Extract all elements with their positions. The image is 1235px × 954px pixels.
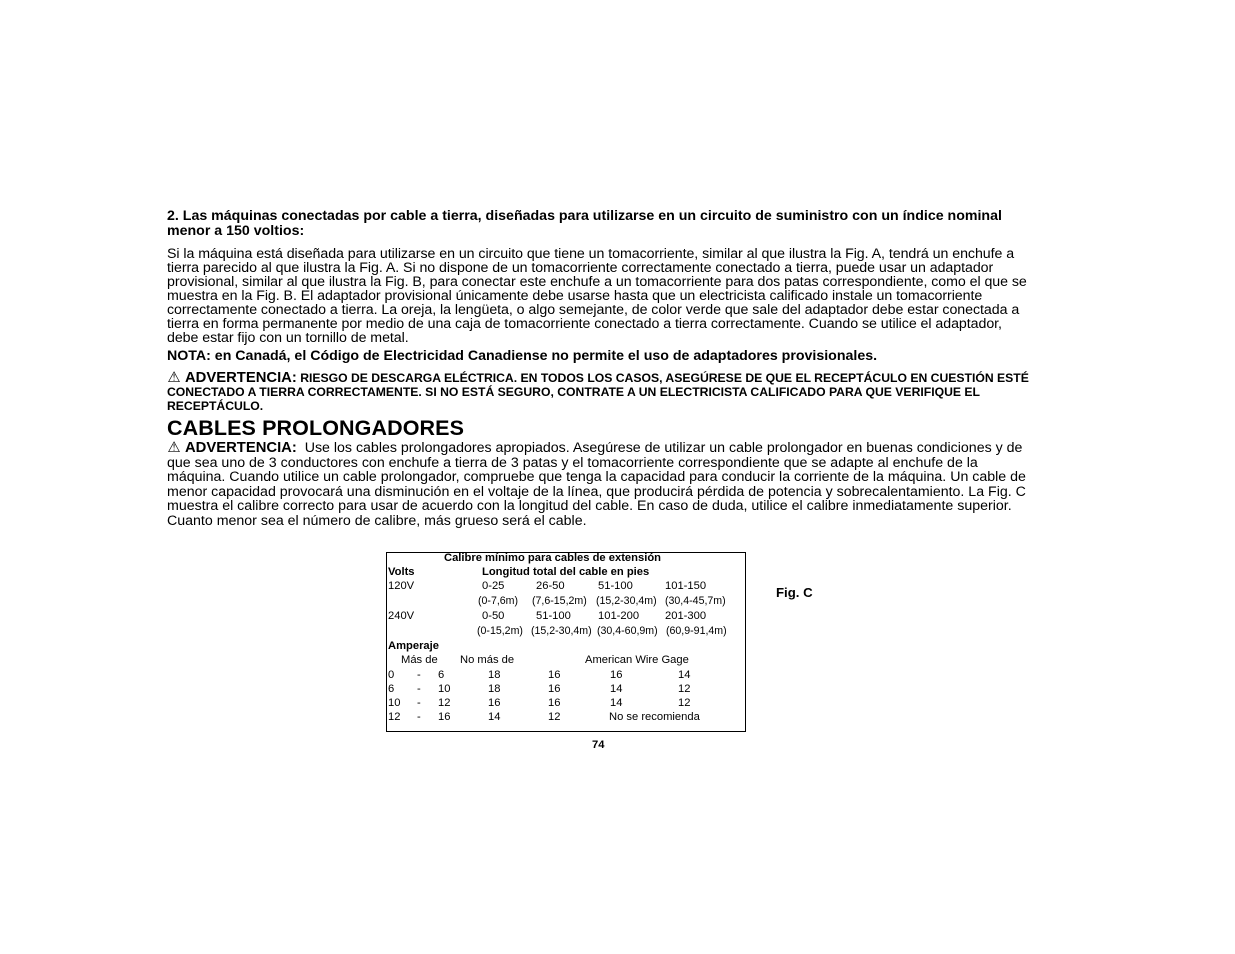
amp-dash: - [417, 711, 421, 723]
gauge-value: 12 [678, 697, 691, 709]
range-ft: 26-50 [536, 580, 565, 592]
gauge-value: 18 [488, 683, 501, 695]
range-m: (60,9-91,4m) [666, 625, 727, 637]
gauge-value: 16 [548, 669, 561, 681]
not-recommended: No se recomienda [609, 711, 700, 723]
section-2-heading: 2. Las máquinas conectadas por cable a tierra, diseñadas para utilizarse en un circuito de suministro con un índice nominal menor a 150 voltios: [167, 208, 1002, 239]
amp-dash: - [417, 697, 421, 709]
range-m: (15,2-30,4m) [531, 625, 592, 637]
range-ft: 51-100 [598, 580, 633, 592]
warning-text: RIESGO DE DESCARGA ELÉCTRICA. EN TODOS LOS CASOS, ASEGÚRESE DE QUE EL RECEPTÁCULO EN CUESTIÓN ESTÉ CONECTADO A TIERRA CORRECTAMENTE. SI NO ESTÁ SEGURO, CONTRATE A UN ELECTRICISTA CALIFICADO PARA QUE VERIFIQUE EL RECEPTÁCULO. [167, 371, 1029, 413]
no-more-than-header: No más de [460, 654, 515, 666]
gauge-value: 14 [610, 697, 623, 709]
gauge-value: 16 [610, 669, 623, 681]
extension-cord-warning [167, 441, 1035, 529]
gauge-value: 14 [678, 669, 691, 681]
more-than-header: Más de [401, 654, 438, 666]
section-2-body: Si la máquina está diseñada para utilizarse en un circuito que tiene un tomacorriente, similar al que ilustra la Fig. A, tendrá un enchufe a tierra parecido al que ilustra la Fig. A. Si no dispone de un tomacorriente correctamente conectado a tierra, puede usar un adaptador provisional, similar al que ilustra la Fig. B, para conectar este enchufe a un tomacorriente para dos patas correspondiente, como el que se muestra en la Fig. B. El adaptador provisional únicamente debe usarse hasta que un electricista calificado instale un tomacorriente correctamente conectado a tierra. La oreja, la lengüeta, o algo semejante, de color verde que sale del adaptador debe estar conectada a tierra en forma permanente por medio de una caja de tomacorriente conectado a tierra correctamente. Cuando se utilice el adaptador, debe estar fijo con un tornillo de metal. [167, 246, 1027, 346]
range-m: (0-7,6m) [478, 595, 519, 607]
range-ft: 201-300 [665, 610, 707, 622]
table-title: Calibre mínimo para cables de extensión [444, 552, 661, 564]
amp-from: 12 [388, 711, 401, 723]
range-ft: 0-50 [482, 610, 505, 622]
amp-to: 6 [438, 669, 445, 681]
range-ft: 0-25 [482, 580, 505, 592]
voltage-240-label: 240V [388, 610, 415, 622]
main-content [167, 209, 1035, 529]
gauge-table [386, 552, 746, 732]
gauge-value: 14 [488, 711, 501, 723]
range-ft: 101-150 [665, 580, 707, 592]
amperage-header: Amperaje [388, 640, 439, 652]
awg-header: American Wire Gage [585, 654, 689, 666]
canada-note: NOTA: en Canadá, el Código de Electricidad Canadiense no permite el uso de adaptadores provisionales. [167, 348, 878, 364]
amp-to: 10 [438, 683, 451, 695]
gauge-value: 16 [488, 697, 501, 709]
range-m: (30,4-45,7m) [665, 595, 726, 607]
gauge-value: 12 [548, 711, 561, 723]
shock-warning [167, 371, 1035, 413]
volts-header: Volts [388, 566, 415, 578]
amp-to: 16 [438, 711, 451, 723]
amp-to: 12 [438, 697, 451, 709]
gauge-value: 12 [678, 683, 691, 695]
gauge-value: 18 [488, 669, 501, 681]
amp-from: 6 [388, 683, 395, 695]
warning-triangle-icon: ⚠ [167, 370, 181, 386]
range-ft: 101-200 [598, 610, 640, 622]
voltage-120-label: 120V [388, 580, 415, 592]
range-m: (7,6-15,2m) [532, 595, 587, 607]
section-title: CABLES PROLONGADORES [167, 416, 465, 440]
gauge-value: 16 [548, 697, 561, 709]
warning-label: ADVERTENCIA: [185, 440, 297, 456]
range-m: (30,4-60,9m) [597, 625, 658, 637]
amp-dash: - [417, 669, 421, 681]
warning-triangle-icon: ⚠ [167, 440, 181, 456]
range-m: (0-15,2m) [477, 625, 523, 637]
gauge-value: 14 [610, 683, 623, 695]
figure-label: Fig. C [776, 585, 813, 600]
amp-from: 0 [388, 669, 395, 681]
warning-text: Use los cables prolongadores apropiados. Asegúrese de utilizar un cable prolongador en buenas condiciones y de que sea uno de 3 conductores con enchufe a tierra de 3 patas y el tomacorriente correspondiente que se adapte al enchufe de la máquina. Cuando utilice un cable prolongador, compruebe que tenga la capacidad para conducir la corriente de la máquina. Un cable de menor capacidad provocará una disminución en el voltaje de la línea, que producirá pérdida de potencia y sobrecalentamiento. La Fig. C muestra el calibre correcto para usar de acuerdo con la longitud del cable. En caso de duda, utilice el calibre inmediatamente superior. Cuanto menor sea el número de calibre, más grueso será el cable. [167, 440, 1026, 529]
warning-label: ADVERTENCIA: [185, 370, 297, 386]
range-ft: 51-100 [536, 610, 571, 622]
range-m: (15,2-30,4m) [596, 595, 657, 607]
length-header: Longitud total del cable en pies [482, 566, 650, 578]
page-number: 74 [592, 739, 605, 751]
gauge-value: 16 [548, 683, 561, 695]
amp-dash: - [417, 683, 421, 695]
amp-from: 10 [388, 697, 401, 709]
